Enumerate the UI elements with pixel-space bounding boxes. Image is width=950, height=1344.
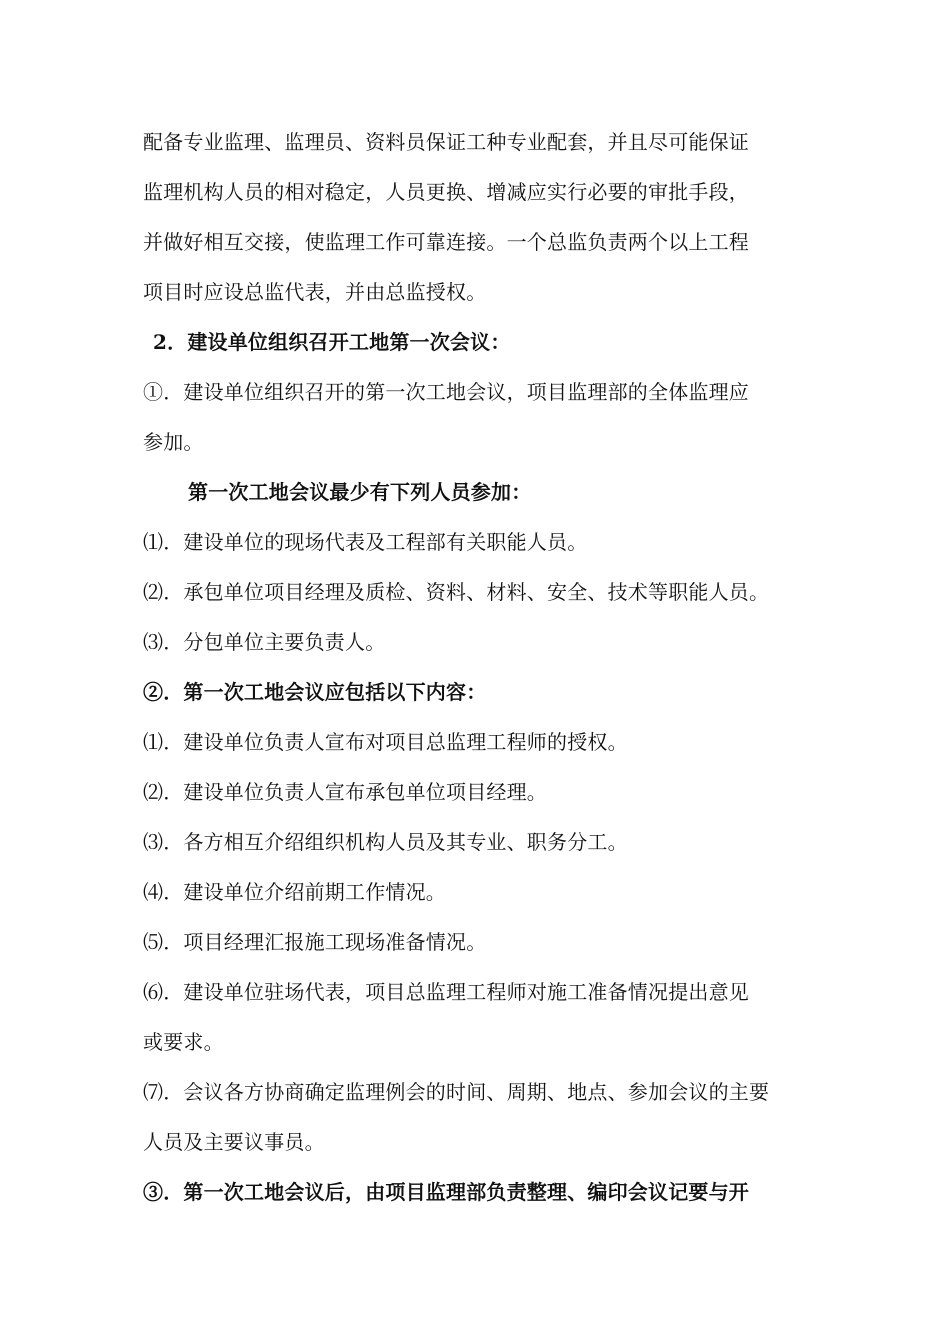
list-item: ⑵．建设单位负责人宣布承包单位项目经理。 (143, 780, 547, 804)
list-item: ⑴．建设单位负责人宣布对项目总监理工程师的授权。 (143, 730, 628, 754)
list-item: ⑹．建设单位驻场代表，项目总监理工程师对施工准备情况提出意见 (143, 980, 749, 1004)
paragraph-line: 监理机构人员的相对稳定，人员更换、增减应实行必要的审批手段， (143, 180, 749, 204)
list-item: ⑵．承包单位项目经理及质检、资料、材料、安全、技术等职能人员。 (143, 580, 770, 604)
list-item: ⑶．分包单位主要负责人。 (143, 630, 386, 654)
paragraph-line: 项目时应设总监代表，并由总监授权。 (143, 280, 487, 304)
attendees-heading: 第一次工地会议最少有下列人员参加： (188, 480, 532, 504)
list-item: ⑸．项目经理汇报施工现场准备情况。 (143, 930, 487, 954)
item-1-line: ①．建设单位组织召开的第一次工地会议，项目监理部的全体监理应 (143, 380, 749, 404)
item-2-heading: ②．第一次工地会议应包括以下内容： (143, 680, 487, 704)
paragraph-line: 并做好相互交接，使监理工作可靠连接。一个总监负责两个以上工程 (143, 230, 749, 254)
section-heading: 2．建设单位组织召开工地第一次会议： (153, 330, 511, 354)
list-item: ⑷．建设单位介绍前期工作情况。 (143, 880, 446, 904)
item-3-heading: ③．第一次工地会议后，由项目监理部负责整理、编印会议记要与开 (143, 1180, 749, 1204)
list-item: ⑺．会议各方协商确定监理例会的时间、周期、地点、参加会议的主要 (143, 1080, 770, 1104)
list-item: ⑴．建设单位的现场代表及工程部有关职能人员。 (143, 530, 588, 554)
list-item: ⑶．各方相互介绍组织机构人员及其专业、职务分工。 (143, 830, 628, 854)
paragraph-line: 配备专业监理、监理员、资料员保证工种专业配套，并且尽可能保证 (143, 130, 749, 154)
list-item: 人员及主要议事员。 (143, 1130, 325, 1154)
item-1-line: 参加。 (143, 430, 204, 454)
list-item: 或要求。 (143, 1030, 224, 1054)
